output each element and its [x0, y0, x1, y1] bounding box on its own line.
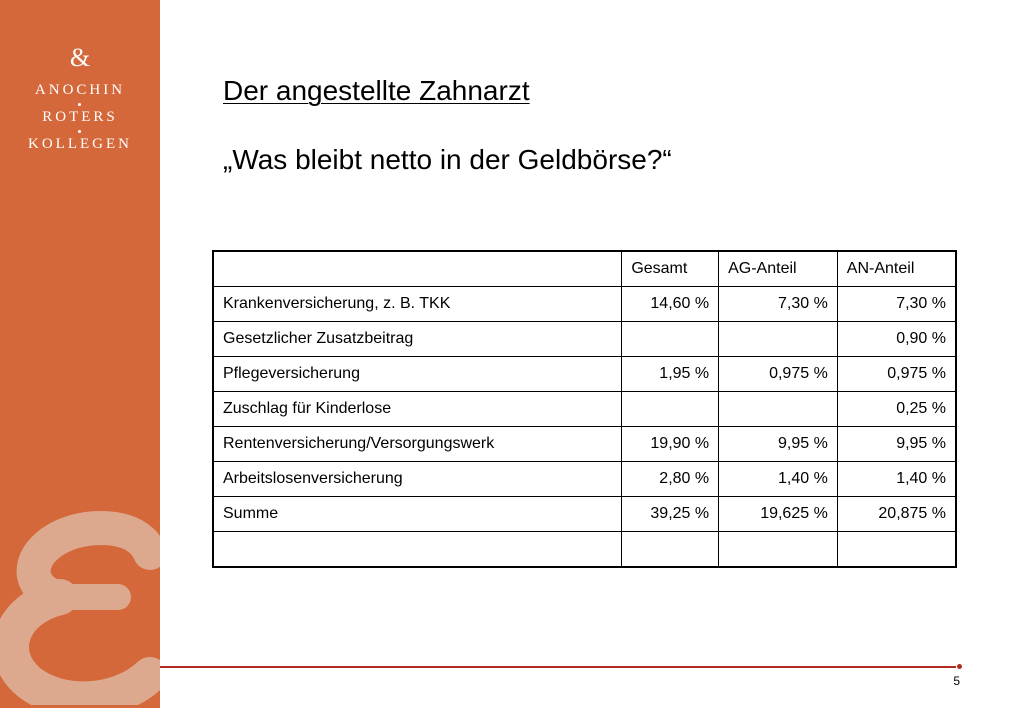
header-cell-an-anteil: AN-Anteil [837, 251, 956, 287]
row-label: Zuschlag für Kinderlose [213, 392, 622, 427]
logo-ampersand: & [69, 43, 91, 72]
cell-gesamt: 1,95 % [622, 357, 719, 392]
logo-line-anochin: ANOCHIN [34, 82, 126, 98]
cell-ag-anteil: 7,30 % [719, 287, 838, 322]
table-row-empty [213, 532, 956, 568]
cell-an-anteil: 1,40 % [837, 462, 956, 497]
header-cell-label [213, 251, 622, 287]
cell-gesamt [622, 532, 719, 568]
cell-an-anteil: 9,95 % [837, 427, 956, 462]
cell-gesamt [622, 392, 719, 427]
cell-an-anteil: 0,25 % [837, 392, 956, 427]
logo-line-roters: ROTERS [42, 109, 118, 125]
cell-ag-anteil [719, 322, 838, 357]
cell-ag-anteil: 19,625 % [719, 497, 838, 532]
cell-an-anteil: 0,90 % [837, 322, 956, 357]
row-label: Arbeitslosenversicherung [213, 462, 622, 497]
table-row-sum [213, 497, 956, 532]
table-row [213, 287, 956, 322]
contribution-table [212, 250, 957, 568]
cell-ag-anteil: 1,40 % [719, 462, 838, 497]
cell-gesamt [622, 322, 719, 357]
cell-ag-anteil: 0,975 % [719, 357, 838, 392]
row-label: Rentenversicherung/Versorgungswerk [213, 427, 622, 462]
table-row [213, 462, 956, 497]
row-label: Pflegeversicherung [213, 357, 622, 392]
header-cell-gesamt: Gesamt [622, 251, 719, 287]
row-label [213, 532, 622, 568]
logo-separator-dot [78, 103, 81, 106]
page-number: 5 [953, 674, 960, 688]
cell-an-anteil [837, 532, 956, 568]
table-row [213, 357, 956, 392]
footer-dot [957, 664, 962, 669]
cell-gesamt: 14,60 % [622, 287, 719, 322]
table-row [213, 392, 956, 427]
brand-sidebar [0, 0, 160, 708]
cell-gesamt: 19,90 % [622, 427, 719, 462]
cell-ag-anteil [719, 392, 838, 427]
logo-line-kollegen: KOLLEGEN [28, 136, 132, 152]
cell-gesamt: 2,80 % [622, 462, 719, 497]
cell-ag-anteil: 9,95 % [719, 427, 838, 462]
cell-an-anteil: 0,975 % [837, 357, 956, 392]
slide-subtitle: „Was bleibt netto in der Geldbörse?“ [223, 144, 672, 175]
slide-title: Der angestellte Zahnarzt [223, 75, 530, 106]
row-label: Summe [213, 497, 622, 532]
ampersand-watermark-icon [0, 505, 160, 705]
row-label: Gesetzlicher Zusatzbeitrag [213, 322, 622, 357]
cell-ag-anteil [719, 532, 838, 568]
logo-separator-dot [78, 130, 81, 133]
cell-an-anteil: 7,30 % [837, 287, 956, 322]
table-row [213, 322, 956, 357]
footer-rule [160, 666, 956, 668]
header-cell-ag-anteil: AG-Anteil [719, 251, 838, 287]
table-header-row [213, 251, 956, 287]
table-row [213, 427, 956, 462]
cell-gesamt: 39,25 % [622, 497, 719, 532]
row-label: Krankenversicherung, z. B. TKK [213, 287, 622, 322]
cell-an-anteil: 20,875 % [837, 497, 956, 532]
